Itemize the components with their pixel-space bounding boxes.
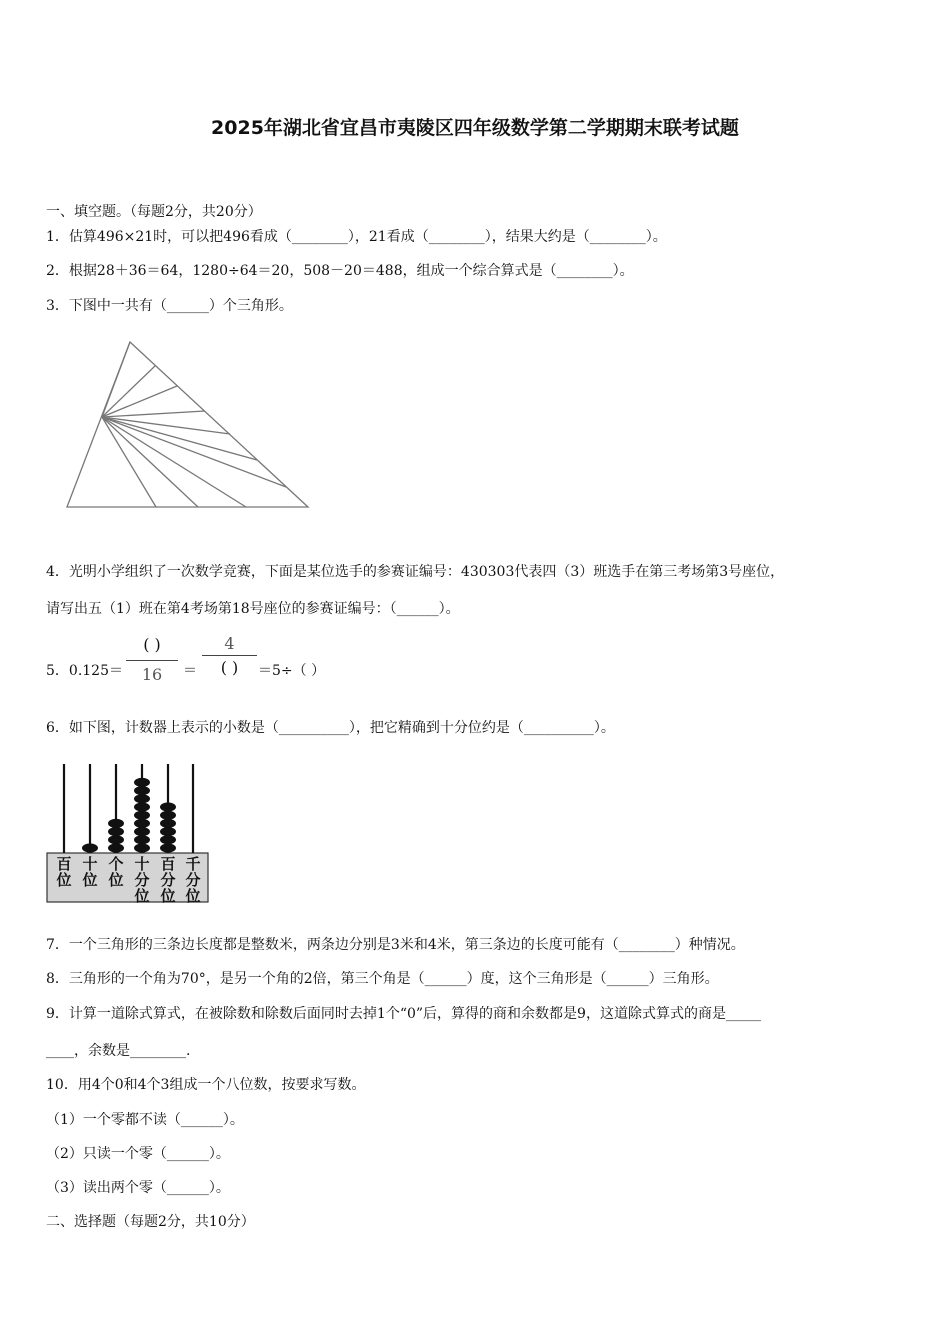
q5-lead: 5．0.125＝ [46, 663, 123, 679]
abacus-figure [45, 760, 210, 912]
q5-fraction-1-denominator: 16 [141, 665, 163, 684]
page-title: 2025年湖北省宜昌市夷陵区四年级数学第二学期期末联考试题 [211, 117, 739, 139]
abacus-bead [108, 843, 124, 852]
question-4-line-1: 4．光明小学组织了一次数学竞赛，下面是某位选手的参赛证编号：430303代表四（3）班选手在第三考场第3号座位， [46, 564, 785, 580]
q5-fraction-2-numerator: 4 [224, 634, 235, 653]
question-1: 1．估算496×21时，可以把496看成（________），21看成（________），结果大约是（________）。 [46, 229, 667, 245]
question-10-part-3: （3）读出两个零（______）。 [46, 1180, 230, 1196]
question-10-part-1: （1）一个零都不读（______）。 [46, 1112, 244, 1128]
question-9-line-2: ____，余数是________. [46, 1043, 191, 1059]
question-8: 8．三角形的一个角为70°，是另一个角的2倍，第三个角是（______）度，这个三角形是（______）三角形。 [46, 971, 719, 987]
abacus-bead [134, 794, 150, 803]
abacus-bead [82, 843, 98, 852]
abacus-label: 千分位 [185, 855, 201, 905]
q5-fraction-2-denominator: ( ) [220, 658, 239, 677]
abacus-bead [160, 802, 176, 811]
abacus-drawing [45, 760, 210, 912]
abacus-bead [134, 786, 150, 795]
abacus-bead [160, 819, 176, 828]
abacus-bead [134, 811, 150, 820]
abacus-label: 十位 [82, 855, 98, 889]
abacus-bead [160, 835, 176, 844]
q5-fraction-1-numerator: ( ) [143, 635, 161, 654]
question-6: 6．如下图，计数器上表示的小数是（__________），把它精确到十分位约是（__________）。 [46, 720, 615, 736]
left-side-segment [102, 342, 130, 417]
abacus-bead [134, 843, 150, 852]
abacus-bead [108, 819, 124, 828]
abacus-bead [160, 811, 176, 820]
q5-fraction-2 [202, 630, 257, 682]
question-10-part-2: （2）只读一个零（______）。 [46, 1146, 230, 1162]
q5-fraction-1 [126, 633, 178, 685]
abacus-label: 个位 [108, 855, 124, 889]
q5-tail: ＝5÷（ ） [258, 663, 326, 679]
question-10: 10．用4个0和4个3组成一个八位数，按要求写数。 [46, 1077, 366, 1093]
abacus-bead [134, 802, 150, 811]
abacus-bead [134, 819, 150, 828]
abacus-bead [134, 778, 150, 787]
question-4-line-2: 请写出五（1）班在第4考场第18号座位的参赛证编号：（______）。 [46, 601, 460, 617]
section-1-heading: 一、填空题。（每题2分，共20分） [46, 204, 262, 220]
abacus-label: 百分位 [160, 855, 176, 905]
question-2: 2．根据28＋36＝64，1280÷64＝20，508－20＝488，组成一个综合算式是（________）。 [46, 263, 634, 279]
abacus-bead [160, 843, 176, 852]
question-7: 7．一个三角形的三条边长度都是整数米，两条边分别是3米和4米，第三条边的长度可能有（________）种情况。 [46, 937, 745, 953]
abacus-bead [108, 835, 124, 844]
question-3: 3．下图中一共有（______）个三角形。 [46, 298, 293, 314]
abacus-bead [160, 827, 176, 836]
abacus-label: 百位 [56, 855, 72, 889]
triangle-figure [60, 335, 315, 515]
abacus-bead [134, 827, 150, 836]
question-9-line-1: 9．计算一道除式算式，在被除数和除数后面同时去掉1个“0”后，算得的商和余数都是9，这道除式算式的商是_____ [46, 1006, 761, 1022]
section-2-heading: 二、选择题（每题2分，共10分） [46, 1214, 255, 1230]
abacus-bead [108, 827, 124, 836]
q5-equals: ＝ [183, 663, 197, 679]
abacus-bead [134, 835, 150, 844]
abacus-label: 十分位 [134, 855, 150, 905]
